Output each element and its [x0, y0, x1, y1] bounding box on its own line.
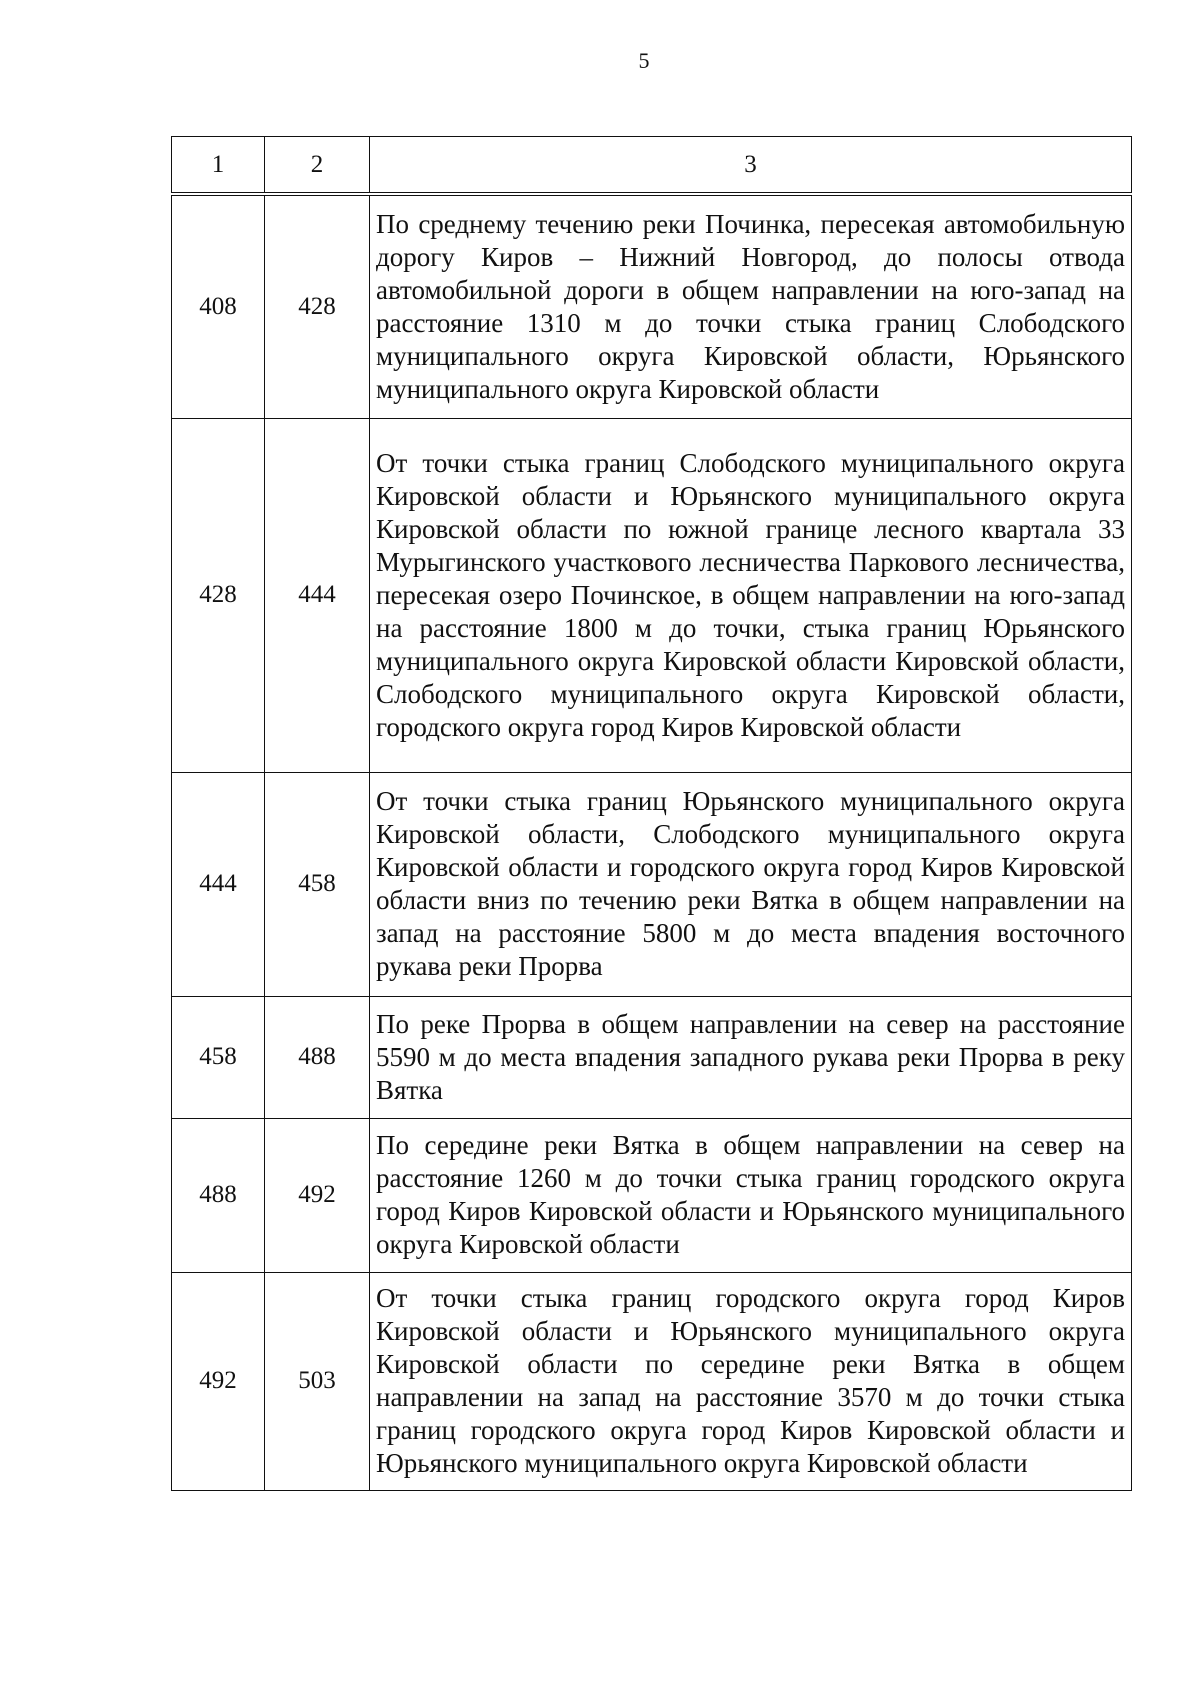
- table-row: [172, 996, 1132, 1118]
- table-row: [172, 1272, 1132, 1490]
- column-header-2: 2: [265, 137, 370, 195]
- table-row: [172, 418, 1132, 772]
- point-from-cell: 444: [172, 772, 265, 996]
- table-row: [172, 1118, 1132, 1272]
- table-row: [172, 772, 1132, 996]
- boundary-description-cell: От точки стыка границ городского округа город Киров Кировской области и Юрьянского муниципального округа Кировской области по середине реки Вятка в общем направлении на запад на расстояние 3570 м до точки стыка границ городского округа город Киров Кировской области и Юрьянского муниципального округа Кировской области: [370, 1272, 1132, 1490]
- point-to-cell: 458: [265, 772, 370, 996]
- point-from-cell: 492: [172, 1272, 265, 1490]
- boundary-description-cell: От точки стыка границ Юрьянского муниципального округа Кировской области, Слободского муниципального округа Кировской области и городского округа город Киров Кировской области вниз по течению реки Вятка в общем направлении на запад на расстояние 5800 м до места впадения восточного рукава реки Прорва: [370, 772, 1132, 996]
- table-header-row: [172, 137, 1132, 195]
- boundary-description-cell: От точки стыка границ Слободского муниципального округа Кировской области и Юрьянского муниципального округа Кировской области по южной границе лесного квартала 33 Мурыгинского участкового лесничества Паркового лесничества, пересекая озеро Починское, в общем направлении на юго-запад на расстояние 1800 м до точки, стыка границ Юрьянского муниципального округа Кировской области Кировской области, Слободского муниципального округа Кировской области, городского округа город Киров Кировской области: [370, 418, 1132, 772]
- point-from-cell: 408: [172, 194, 265, 418]
- boundary-description-table: [171, 136, 1132, 1491]
- boundary-description-cell: По середине реки Вятка в общем направлении на север на расстояние 1260 м до точки стыка границ городского округа город Киров Кировской области и Юрьянского муниципального округа Кировской области: [370, 1118, 1132, 1272]
- boundary-description-cell: По реке Прорва в общем направлении на север на расстояние 5590 м до места впадения западного рукава реки Прорва в реку Вятка: [370, 996, 1132, 1118]
- point-from-cell: 428: [172, 418, 265, 772]
- page-number: 5: [638, 48, 650, 73]
- point-to-cell: 492: [265, 1118, 370, 1272]
- column-header-1: 1: [172, 137, 265, 195]
- table-row: [172, 194, 1132, 418]
- column-header-3: 3: [370, 137, 1132, 195]
- point-to-cell: 503: [265, 1272, 370, 1490]
- point-to-cell: 428: [265, 194, 370, 418]
- point-from-cell: 458: [172, 996, 265, 1118]
- point-to-cell: 488: [265, 996, 370, 1118]
- point-from-cell: 488: [172, 1118, 265, 1272]
- boundary-description-cell: По среднему течению реки Починка, пересекая автомобильную дорогу Киров – Нижний Новгород, до полосы отвода автомобильной дороги в общем направлении на юго-запад на расстояние 1310 м до точки стыка границ Слободского муниципального округа Кировской области, Юрьянского муниципального округа Кировской области: [370, 194, 1132, 418]
- point-to-cell: 444: [265, 418, 370, 772]
